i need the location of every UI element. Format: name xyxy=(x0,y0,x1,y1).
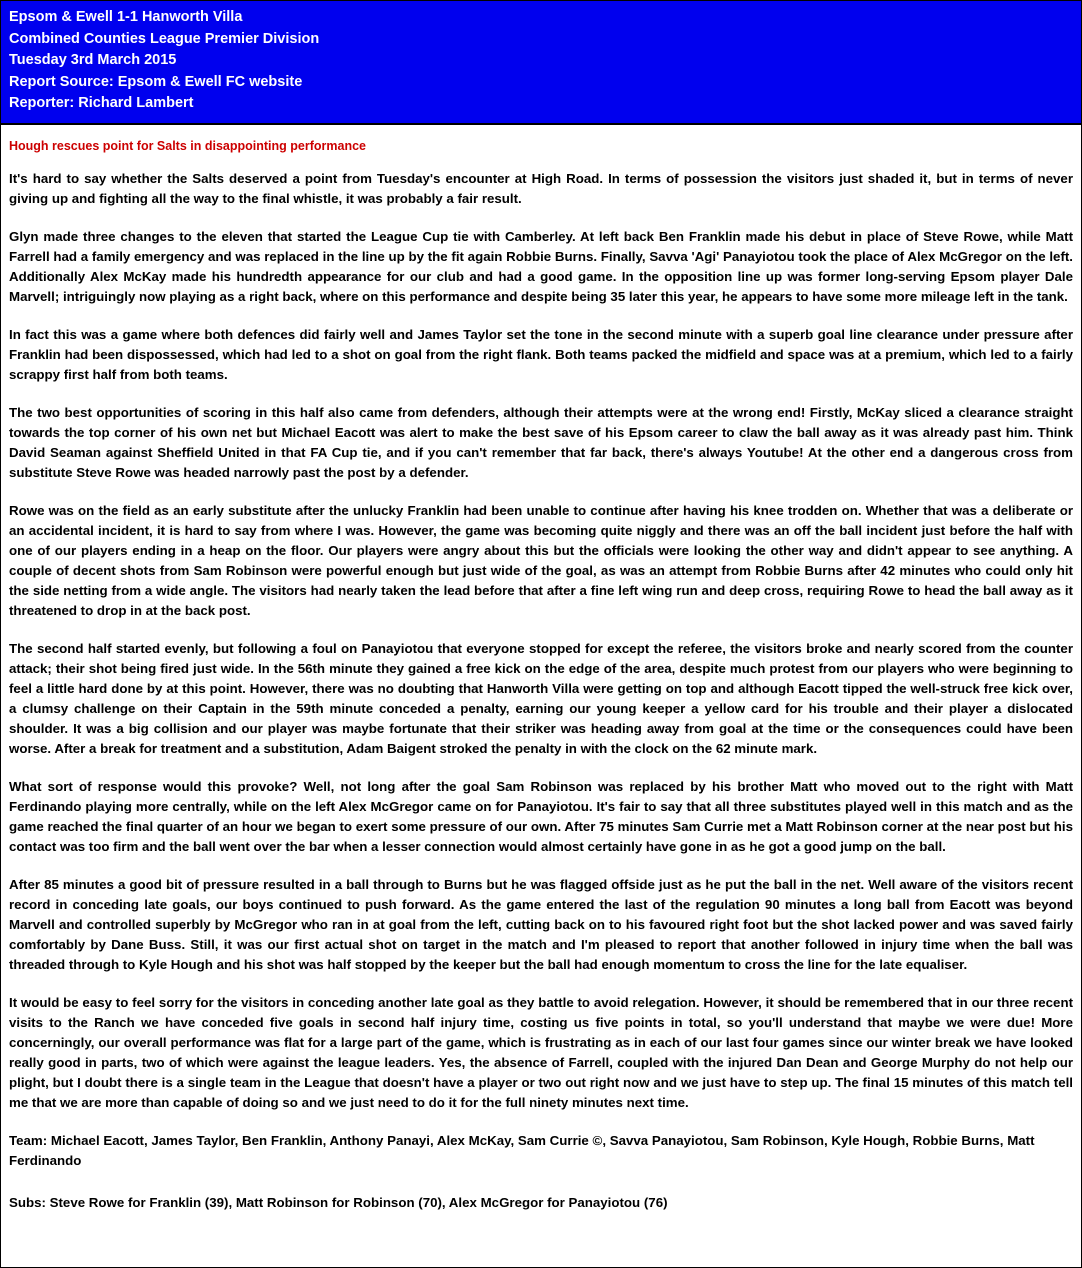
report-header xyxy=(1,1,1081,125)
article-headline: Hough rescues point for Salts in disappointing performance xyxy=(9,138,366,153)
header-line-fixture: Epsom & Ewell 1-1 Hanworth Villa xyxy=(9,9,243,25)
report-paragraph: What sort of response would this provoke? Well, not long after the goal Sam Robinson was replaced by his brother Matt who moved out to the right with Matt Ferdinando playing more centrally, while on the left Alex McGregor came on for Panayiotou. It's fair to say that all three substitutes played well in this match and as the game reached the final quarter of an hour we began to exert some pressure of our own. After 75 minutes Sam Currie met a Matt Robinson corner at the near post but his contact was too firm and the ball went over the bar when a lesser connection would almost certainly have gone in as he got a good jump on the ball. xyxy=(9,778,1073,854)
report-paragraph: The two best opportunities of scoring in this half also came from defenders, although their attempts were at the wrong end! Firstly, McKay sliced a clearance straight towards the top corner of his own net but Michael Eacott was alert to make the best save of his Epsom career to claw the ball away as it was already past him. Think David Seaman against Sheffield United in that FA Cup tie, and if you can't remember that far back, there's always Youtube! At the other end a dangerous cross from substitute Steve Rowe was headed narrowly past the post by a defender. xyxy=(9,404,1073,480)
header-line-reporter: Reporter: Richard Lambert xyxy=(9,95,194,111)
report-body xyxy=(1,125,1081,1223)
header-line-competition: Combined Counties League Premier Division xyxy=(9,30,320,47)
report-paragraph: The second half started evenly, but following a foul on Panayiotou that everyone stopped for except the referee, the visitors broke and nearly scored from the counter attack; their shot being fired just wide. In the 56th minute they gained a free kick on the edge of the area, despite much protest from our players who were beginning to feel a little hard done by at this point. However, there was no doubting that Hanworth Villa were getting on top and although Eacott tipped the well-struck free kick over, a clumsy challenge on their Captain in the 59th minute conceded a penalty, earning our young keeper a yellow card for his trouble and their player a dislocated shoulder. It was a big collision and our player was maybe fortunate that their striker was heading away from goal at the time or the consequences could have been worse. After a break for treatment and a substitution, Adam Baigent stroked the penalty in with the clock on the 62 minute mark. xyxy=(9,640,1073,756)
report-paragraph: It would be easy to feel sorry for the visitors in conceding another late goal as they battle to avoid relegation. However, it should be remembered that in our three recent visits to the Ranch we have conceded five goals in second half injury time, costing us five points in total, so you'll understand that maybe we were due! More concerningly, our overall performance was flat for a large part of the game, which is frustrating as in each of our last four games since our winter break we have looked really good in parts, two of which were against the league leaders. Yes, the absence of Farrell, coupled with the injured Dan Dean and George Murphy do not help our plight, but I doubt there is a single team in the League that doesn't have a player or two out right now and we just have to step up. The final 15 minutes of this match tell me that we are more than capable of doing so and we just need to do it for the full ninety minutes next time. xyxy=(9,994,1073,1110)
header-line-date: Tuesday 3rd March 2015 xyxy=(9,52,177,68)
header-line-source: Report Source: Epsom & Ewell FC website xyxy=(9,73,303,90)
substitutes-list: Subs: Steve Rowe for Franklin (39), Matt Robinson for Robinson (70), Alex McGregor for Panayiotou (76) xyxy=(9,1194,668,1210)
report-paragraph: In fact this was a game where both defences did fairly well and James Taylor set the tone in the second minute with a superb goal line clearance under pressure after Franklin had been dispossessed, which had led to a shot on goal from the right flank. Both teams packed the midfield and space was at a premium, which led to a fairly scrappy first half from both teams. xyxy=(9,326,1073,382)
report-paragraph: It's hard to say whether the Salts deserved a point from Tuesday's encounter at High Road. In terms of possession the visitors just shaded it, but in terms of never giving up and fighting all the way to the final whistle, it was probably a fair result. xyxy=(9,170,1073,206)
report-paragraph: After 85 minutes a good bit of pressure resulted in a ball through to Burns but he was flagged offside just as he put the ball in the net. Well aware of the visitors recent record in conceding late goals, our boys continued to push forward. As the game entered the last of the regulation 90 minutes a long ball from Eacott was beyond Marvell and controlled superbly by McGregor who ran in at goal from the left, cutting back on to his favoured right foot but the shot lacked power and was saved fairly comfortably by Dane Buss. Still, it was our first actual shot on target in the match and I'm pleased to report that another followed in injury time when the ball was threaded through to Kyle Hough and his shot was half stopped by the keeper but the ball had enough momentum to cross the line for the late equaliser. xyxy=(9,876,1073,972)
report-paragraph: Glyn made three changes to the eleven that started the League Cup tie with Camberley. At left back Ben Franklin made his debut in place of Steve Rowe, while Matt Farrell had a family emergency and was replaced in the line up by the fit again Robbie Burns. Finally, Savva 'Agi' Panayiotou took the place of Alex McGregor on the left. Additionally Alex McKay made his hundredth appearance for our club and had a good game. In the opposition line up was former long-serving Epsom player Dale Marvell; intriguingly now playing as a right back, where on this performance and despite being 35 later this year, he appears to have some more mileage left in the tank. xyxy=(9,228,1073,304)
team-lineup: Team: Michael Eacott, James Taylor, Ben Franklin, Anthony Panayi, Alex McKay, Sam Currie ©, Savva Panayiotou, Sam Robinson, Kyle Hough, Robbie Burns, Matt Ferdinando xyxy=(9,1132,1035,1168)
report-paragraph: Rowe was on the field as an early substitute after the unlucky Franklin had been unable to continue after having his knee trodden on. Whether that was a deliberate or an accidental incident, it is hard to say from where I was. However, the game was becoming quite niggly and there was an off the ball incident just before the half with one of our players ending in a heap on the floor. Our players were angry about this but the officials were looking the other way and didn't appear to see anything. A couple of decent shots from Sam Robinson were powerful enough but just wide of the goal, as was an attempt from Robbie Burns after 42 minutes who could only hit the side netting from a wide angle. The visitors had nearly taken the lead before that after a fine left wing run and deep cross, requiring Rowe to head the ball away as it threatened to drop in at the back post. xyxy=(9,502,1073,618)
